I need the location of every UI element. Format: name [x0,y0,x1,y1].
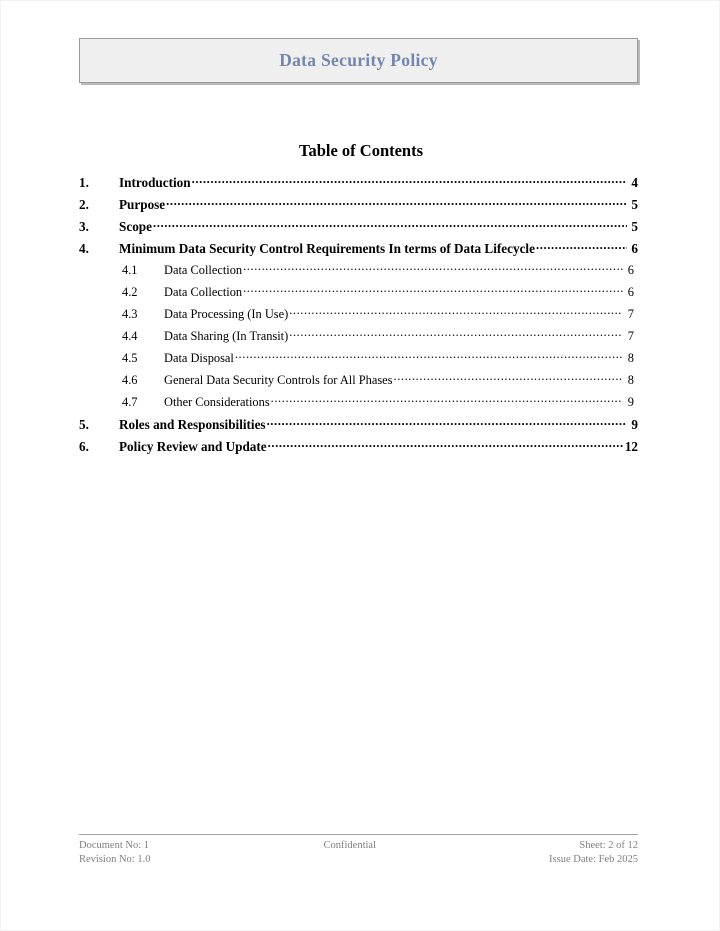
toc-entry-number: 4. [79,241,89,257]
toc-entry-label: Policy Review and Update [119,439,267,455]
footer-revision-no: Revision No: 1.0 [79,854,151,866]
toc-dot-leader [394,372,624,384]
toc-dot-leader [289,328,623,340]
footer-classification: Confidential [323,840,376,851]
toc-entry[interactable] [79,328,638,350]
footer-issue-date: Issue Date: Feb 2025 [549,854,638,866]
toc-entry[interactable] [79,284,638,306]
toc-dot-leader [536,240,627,253]
document-header-box [79,38,638,83]
toc-entry-label: Data Collection [164,263,243,278]
toc-entry-label: Scope [119,219,152,235]
toc-entry-number: 4.2 [122,285,138,300]
toc-dot-leader [271,394,623,406]
toc-entry-number: 4.3 [122,307,138,322]
toc-entry-label: Introduction [119,175,191,191]
toc-entry[interactable] [79,350,638,372]
footer-sheet-number: Sheet: 2 of 12 [579,840,638,851]
toc-dot-leader [235,350,623,362]
toc-entry[interactable] [79,416,638,438]
toc-entry-number: 1. [79,175,89,191]
toc-entry-number: 4.5 [122,351,138,366]
toc-entry[interactable] [79,262,638,284]
toc-entry-page-number: 5 [631,219,638,235]
toc-entry-page-number: 6 [627,285,634,300]
toc-entry-label: Data Processing (In Use) [164,307,289,322]
toc-dot-leader [166,196,627,209]
footer-left-block [79,839,150,867]
toc-entry[interactable] [79,218,638,240]
toc-entry-number: 5. [79,417,89,433]
toc-entry-label: General Data Security Controls for All Phases [164,373,393,388]
toc-entry-page-number: 6 [631,241,638,257]
table-of-contents-heading: Table of Contents [298,141,424,160]
toc-entry-number: 4.1 [122,263,138,278]
table-of-contents [79,174,638,460]
toc-entry-number: 4.7 [122,395,138,410]
page-title: Data Security Policy [279,50,438,70]
toc-entry[interactable] [79,174,638,196]
toc-dot-leader [243,262,623,274]
toc-entry[interactable] [79,394,638,416]
toc-entry-page-number: 12 [624,439,638,455]
toc-entry-number: 3. [79,219,89,235]
toc-entry-page-number: 4 [631,175,638,191]
toc-entry-page-number: 8 [627,351,634,366]
toc-entry-number: 2. [79,197,89,213]
toc-dot-leader [268,438,623,451]
toc-entry-page-number: 8 [627,373,634,388]
toc-entry-page-number: 6 [627,263,634,278]
toc-entry-label: Roles and Responsibilities [119,417,266,433]
toc-entry-label: Purpose [119,197,166,213]
footer-center-block [150,839,549,853]
toc-entry-label: Other Considerations [164,395,270,410]
toc-entry-page-number: 7 [627,329,634,344]
toc-entry-number: 4.6 [122,373,138,388]
toc-entry[interactable] [79,306,638,328]
toc-entry-label: Data Sharing (In Transit) [164,329,289,344]
toc-entry-page-number: 9 [627,395,634,410]
footer-divider [79,834,638,835]
toc-entry-label: Data Collection [164,285,243,300]
footer-document-no: Document No: 1 [79,840,149,851]
toc-entry-page-number: 7 [627,307,634,322]
toc-entry-page-number: 5 [631,197,638,213]
toc-entry-number: 4.4 [122,329,138,344]
toc-dot-leader [192,174,627,187]
toc-entry-label: Minimum Data Security Control Requirements In terms of Data Lifecycle [119,241,535,257]
toc-entry[interactable] [79,438,638,460]
toc-entry-label: Data Disposal [164,351,234,366]
toc-dot-leader [243,284,623,296]
page-footer [79,839,638,867]
toc-entry-number: 6. [79,439,89,455]
toc-entry-page-number: 9 [631,417,638,433]
toc-entry[interactable] [79,196,638,218]
toc-dot-leader [267,416,627,429]
footer-right-block [549,839,638,867]
toc-dot-leader [289,306,623,318]
toc-entry[interactable] [79,372,638,394]
toc-entry[interactable] [79,240,638,262]
toc-dot-leader [153,218,627,231]
